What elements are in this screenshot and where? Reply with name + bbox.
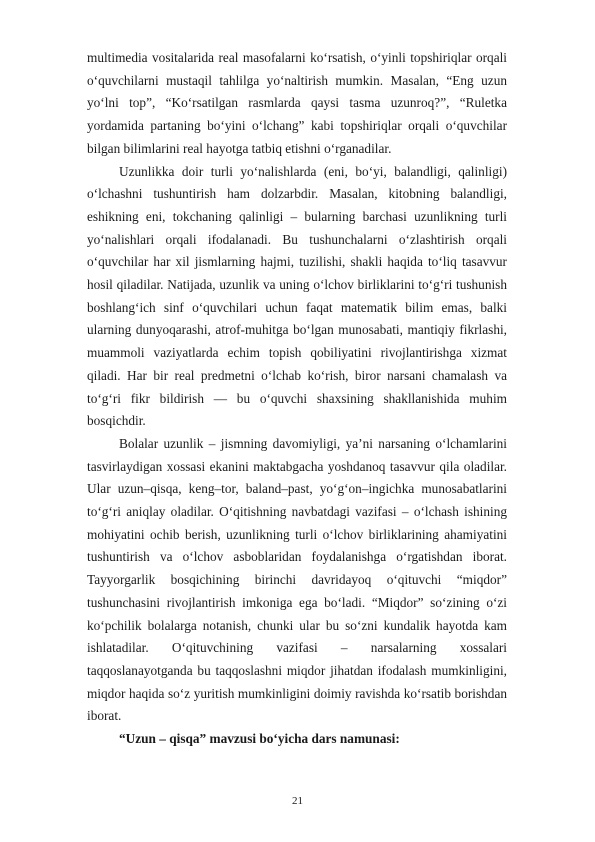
body-text	[87, 47, 507, 751]
paragraph-continuation: multimedia vositalarida real masofalarni ko‘rsatish, o‘yinli topshiriqlar orqali o‘quvchilarni mustaqil tahlilga yo‘naltirish mumkin. Masalan, “Eng uzun yo‘lni top”, “Ko‘rsatilgan rasmlarda qaysi tasma uzunroq?”, “Ruletka yordamida partaning bo‘yini o‘lchang” kabi topshiriqlar orqali o‘quvchilar bilgan bilimlarini real hayotga tatbiq etishni o‘rganadilar.	[87, 50, 507, 156]
lesson-sample-heading: “Uzun – qisqa” mavzusi bo‘yicha dars namunasi:	[119, 731, 400, 747]
page-number: 21	[292, 795, 303, 807]
paragraph-length-directions: Uzunlikka doir turli yo‘nalishlarda (eni, bo‘yi, balandligi, qalinligi) o‘lchashni tushuntirish ham dolzarbdir. Masalan, kitobning balandligi, eshikning eni, tokchaning qalinligi – bularning barchasi uzunlikning turli yo‘nalishlari orqali ifodalanadi. Bu tushunchalarni o‘zlashtirish orqali o‘quvchilar har xil jismlarning hajmi, tuzilishi, shakli haqida to‘liq tasavvur hosil qiladilar. Natijada, uzunlik va uning o‘lchov birliklarini to‘g‘ri tushunish boshlang‘ich sinf o‘quvchilari uchun faqat matematik bilim emas, balki ularning dunyoqarashi, atrof-muhitga bo‘lgan munosabati, mantiqiy fikrlashi, muammoli vaziyatlarda echim topish qobiliyatini rivojlantirishga xizmat qiladi. Har bir real predmetni o‘lchab ko‘rish, biror narsani chamalash va to‘g‘ri fikr bildirish — bu o‘quvchi shaxsining shakllanishida muhim bosqichdir.	[87, 163, 507, 429]
paragraph-length-concept: Bolalar uzunlik – jismning davomiyligi, ya’ni narsaning o‘lchamlarini tasvirlaydigan xossasi ekanini maktabgacha yoshdanoq tasavvur qila oladilar. Ular uzun–qisqa, keng–tor, baland–past, yo‘g‘on–ingichka munosabatlarini to‘g‘ri aniqlay oladilar. O‘qitishning navbatdagi vazifasi – o‘lchash ishining mohiyatini ochib berish, uzunlikning turli o‘lchov birliklarining ahamiyatini tushuntirish va o‘lchov asboblaridan foydalanishga o‘rgatishdan iborat. Tayyorgarlik bosqichining birinchi davridayoq o‘qituvchi “miqdor” tushunchasini rivojlantirish imkoniga ega bo‘ladi. “Miqdor” so‘zining o‘zi ko‘pchilik bolalarga notanish, chunki ular bu so‘zni kundalik hayotda kam ishlatadilar. O‘qituvchining vazifasi – narsalarning xossalari taqqoslanayotganda bu taqqoslashni miqdor jihatdan ifodalash mumkinligini, miqdor haqida so‘z yuritish mumkinligini doimiy ravishda ko‘rsatib borishdan iborat.	[87, 435, 507, 724]
